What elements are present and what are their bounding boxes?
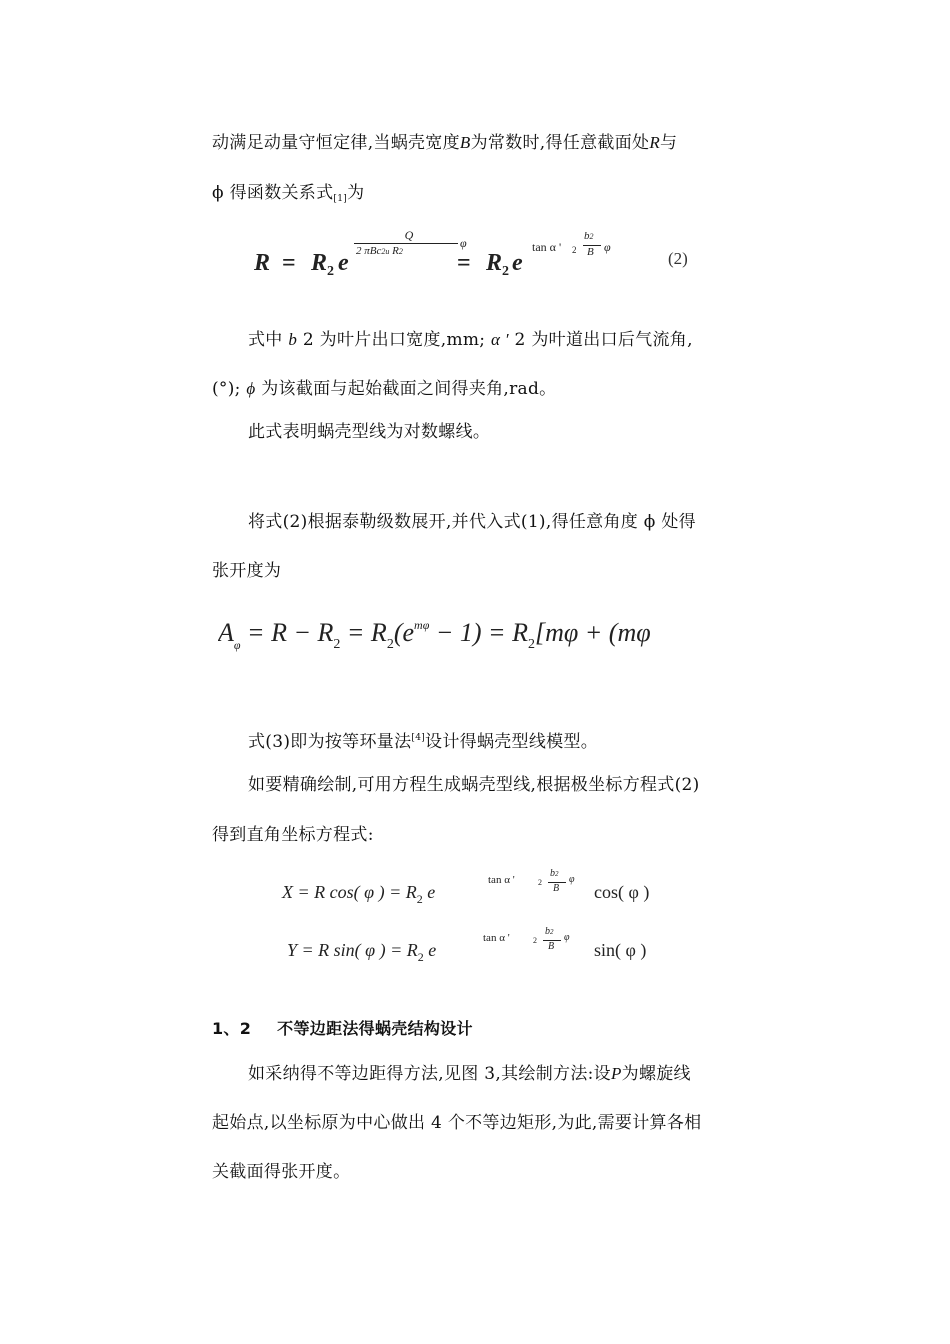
fraction-bar xyxy=(354,243,458,244)
section-title: 不等边距法得蜗壳结构设计 xyxy=(277,1019,473,1038)
eqx-fnum-sub: 2 xyxy=(555,870,559,878)
paragraph-line: 此式表明蜗壳型线为对数螺线。 xyxy=(248,422,491,442)
eq3-a: A xyxy=(218,618,234,647)
eqy-fnum-sub: 2 xyxy=(550,928,554,936)
den-sub: 2u xyxy=(381,247,390,256)
paragraph-line: 张开度为 xyxy=(212,561,282,581)
eq-r2: R xyxy=(311,250,328,276)
eqx-exp: tan α ' xyxy=(488,874,515,886)
text-run: 为 xyxy=(347,183,365,203)
frac2-den: B xyxy=(587,246,594,258)
variable-p: P xyxy=(610,1064,622,1083)
text-run: 式中 xyxy=(248,330,283,350)
eq3-b: = R − R xyxy=(240,618,334,647)
equation-x xyxy=(282,870,682,910)
eq-r: R xyxy=(254,250,271,276)
paragraph-line: 如要精确绘制,可用方程生成蜗壳型线,根据极坐标方程式(2) xyxy=(248,775,700,795)
eq-e: e xyxy=(338,250,349,276)
eqx-lhs-text: X = R cos( φ ) = R xyxy=(282,882,417,902)
den-tail-sub: 2 xyxy=(398,247,403,256)
den-tail: R xyxy=(392,245,399,257)
variable-b: B xyxy=(459,133,471,152)
eqy-tail: sin( φ ) xyxy=(594,940,647,960)
eq-equals: = xyxy=(282,250,296,276)
frac-numerator: Q xyxy=(404,228,414,242)
text-run: 如采纳得不等边距得方法,见图 3,其绘制方法:设 xyxy=(248,1064,611,1084)
eq3-b-sub: 2 xyxy=(333,637,341,652)
eqx-sub: 2 xyxy=(416,892,423,906)
variable-alpha: α ′ xyxy=(491,330,509,349)
eq-sub-b: 2 xyxy=(502,264,509,279)
exp-phi: φ xyxy=(460,236,467,250)
eq3-e: − 1) = R xyxy=(429,618,528,647)
eqx-fnum-text: b xyxy=(550,868,555,879)
eqy-e: e xyxy=(428,940,437,960)
equation-number: (2) xyxy=(668,249,688,268)
equation-y xyxy=(287,928,687,968)
citation: [1] xyxy=(333,194,348,204)
eq3-c: = R xyxy=(340,618,387,647)
paragraph-line xyxy=(212,128,677,153)
eq-sub: 2 xyxy=(327,264,334,279)
text-run: 为该截面与起始截面之间得夹角,rad。 xyxy=(255,379,557,399)
paragraph-line: 关截面得张开度。 xyxy=(212,1162,351,1182)
eqy-exp-sub: 2 xyxy=(533,936,537,945)
text-run: 为常数时,得任意截面处 xyxy=(470,133,650,153)
paragraph-line: 起始点,以坐标原为中心做出 4 个不等边矩形,为此,需要计算各相 xyxy=(212,1113,702,1133)
eq3-d-sup: mφ xyxy=(414,618,430,632)
eqy-fnum xyxy=(545,926,554,937)
variable-phi: ϕ xyxy=(246,379,256,398)
paragraph-line xyxy=(248,325,693,350)
text-run: 2 为叶道出口后气流角, xyxy=(508,330,693,350)
variable-r: R xyxy=(649,133,660,152)
paragraph-line xyxy=(212,374,556,399)
text-run: (°); xyxy=(212,379,247,399)
exp-tan: tan α ' xyxy=(532,240,562,254)
section-heading xyxy=(212,1016,473,1039)
exp2-phi: φ xyxy=(604,240,611,254)
frac2-num-sub: 2 xyxy=(589,232,594,241)
eqy-exp: tan α ' xyxy=(483,932,510,944)
text-run: 2 为叶片出口宽度,mm; xyxy=(297,330,492,350)
eq3-d: (e xyxy=(393,618,415,647)
eq3-f: [mφ + (mφ xyxy=(534,618,651,647)
variable-b: b xyxy=(288,330,298,349)
text-run: 式(3)即为按等环量法 xyxy=(248,732,412,752)
eq-e-2: e xyxy=(512,250,523,276)
eqy-fnum-text: b xyxy=(545,926,550,937)
eq-r2-b: R xyxy=(486,250,503,276)
eq3-e-sub: 2 xyxy=(527,637,535,652)
eqx-e: e xyxy=(427,882,436,902)
eqx-lhs xyxy=(282,882,435,907)
eqy-lhs-text: Y = R sin( φ ) = R xyxy=(287,940,418,960)
frac2-num-text: b xyxy=(584,230,590,242)
paragraph-line xyxy=(212,178,364,204)
text-run: 与 xyxy=(660,133,678,153)
frac2-num xyxy=(584,230,594,242)
eq-equals-2: = xyxy=(457,250,471,276)
eqx-phi: φ xyxy=(569,874,575,885)
eq3-c-sub: 2 xyxy=(386,637,394,652)
eqx-exp-sub: 2 xyxy=(538,878,542,887)
text-run: 动满足动量守恒定律,当蜗壳宽度 xyxy=(212,133,460,153)
eqx-tail: cos( φ ) xyxy=(594,882,650,902)
eqy-lhs xyxy=(287,940,436,965)
equation-3 xyxy=(218,618,744,662)
paragraph-line xyxy=(248,727,598,752)
citation: [4] xyxy=(411,733,426,743)
eqy-sub: 2 xyxy=(417,950,424,964)
den-text: 2 πBc xyxy=(356,245,382,257)
text-run: ϕ 得函数关系式 xyxy=(212,183,334,203)
eq3-a-sub: φ xyxy=(233,638,241,652)
text-run: 为螺旋线 xyxy=(621,1064,691,1084)
paragraph-line: 得到直角坐标方程式: xyxy=(212,825,374,845)
frac-denominator xyxy=(356,245,403,257)
eqx-fden: B xyxy=(553,883,560,894)
paragraph-line xyxy=(248,1059,691,1084)
text-run: 设计得蜗壳型线模型。 xyxy=(425,732,599,752)
eqy-phi: φ xyxy=(564,932,570,943)
section-number: 1、2 xyxy=(212,1019,252,1038)
eqy-fden: B xyxy=(548,941,555,952)
eqx-fnum xyxy=(550,868,559,879)
paragraph-line: 将式(2)根据泰勒级数展开,并代入式(1),得任意角度 ϕ 处得 xyxy=(248,512,696,532)
exp-sub: 2 xyxy=(572,245,577,255)
